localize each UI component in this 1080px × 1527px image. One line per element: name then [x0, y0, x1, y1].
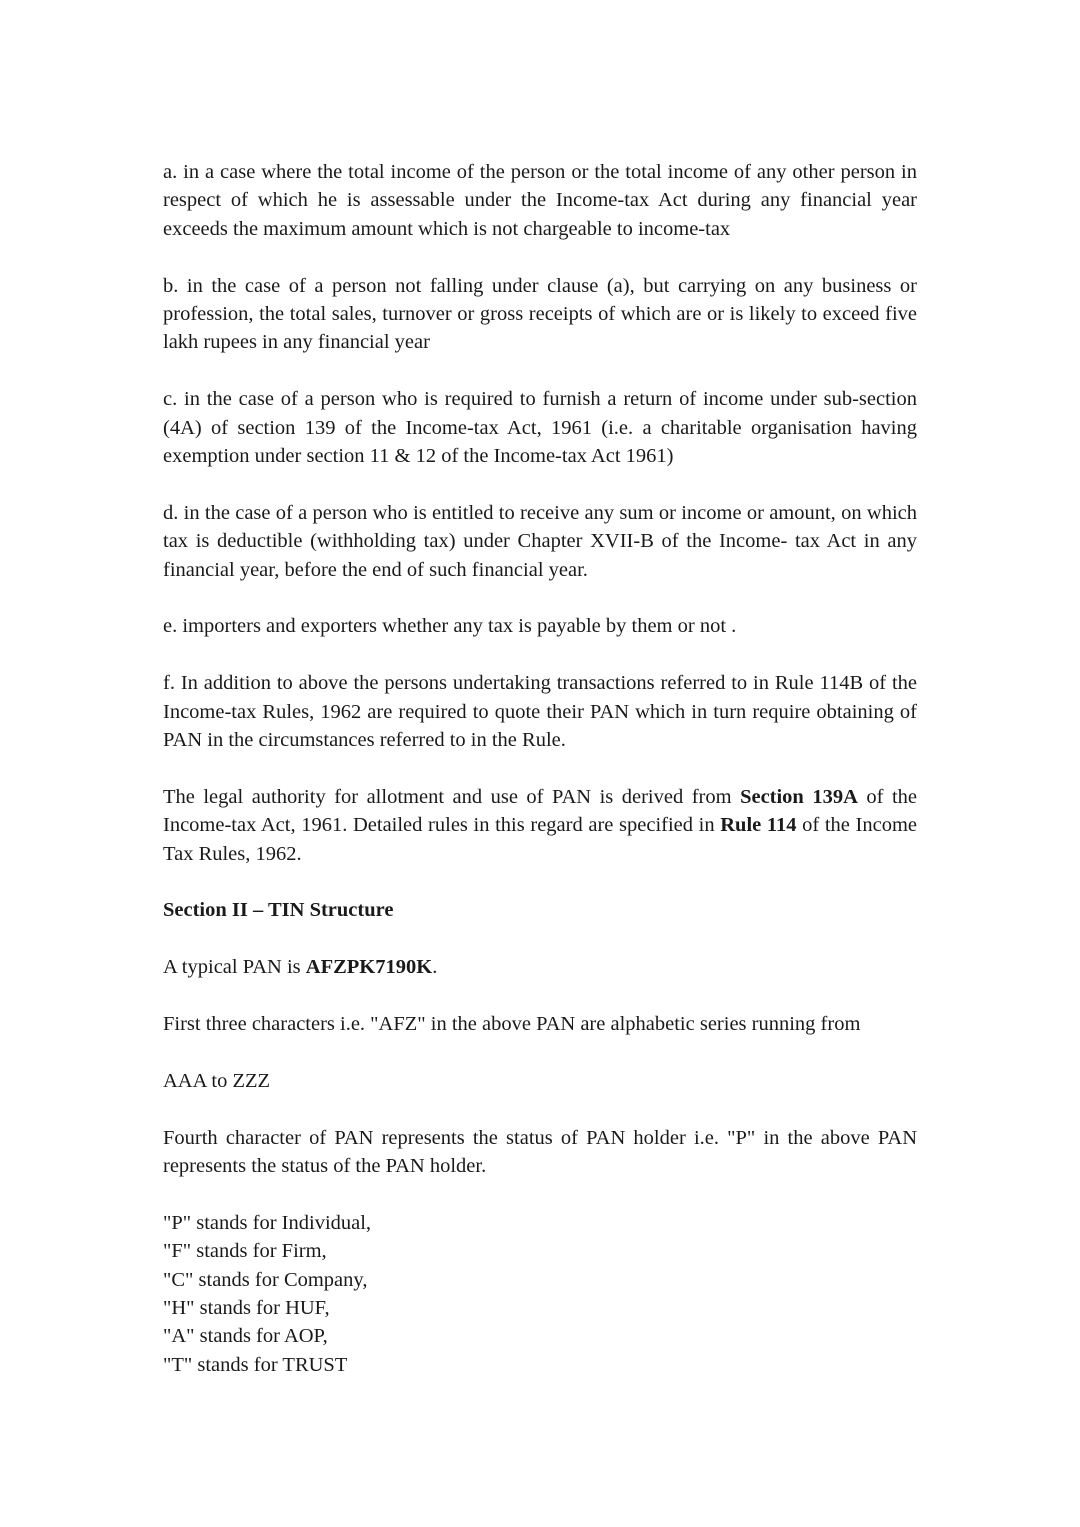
clause-e: e. importers and exporters whether any tax is payable by them or not . — [163, 615, 737, 638]
status-code-item: "C" stands for Company, — [163, 1268, 368, 1291]
fourth-character-paragraph: Fourth character of PAN represents the status of PAN holder i.e. "P" in the above PAN represents the status of the PAN holder. — [163, 1126, 917, 1178]
clause-c: c. in the case of a person who is required to furnish a return of income under sub-section (4A) of section 139 of the Income-tax Act, 1961 (i.e. a charitable organisation having exemption under section 11 & 12 of the Income-tax Act 1961) — [163, 388, 917, 468]
status-code-item: "H" stands for HUF, — [163, 1297, 330, 1320]
typical-pan-paragraph — [163, 953, 917, 981]
alphabet-range: AAA to ZZZ — [163, 1069, 271, 1092]
clause-a: a. in a case where the total income of the person or the total income of any other person in respect of which he is assessable under the Income-tax Act during any financial year exceeds the maximum amount which is not chargeable to income-tax — [163, 161, 917, 240]
authority-text-2: of the Income-tax Act, 1961. Detailed rules in this regard are specified in — [163, 785, 917, 837]
authority-text-1: The legal authority for allotment and use of PAN is derived from — [163, 785, 741, 808]
status-code-list — [163, 1209, 917, 1379]
status-code-item: "A" stands for AOP, — [163, 1325, 328, 1348]
document-page — [163, 158, 917, 1379]
clause-d: d. in the case of a person who is entitled to receive any sum or income or amount, on which tax is deductible (withholding tax) under Chapter XVII-B of the Income- tax Act in any financial year, before the end of such financial year. — [163, 501, 917, 581]
first-three-characters-paragraph: First three characters i.e. "AFZ" in the above PAN are alphabetic series running from — [163, 1013, 861, 1036]
rule-114-bold: Rule 114 — [720, 814, 797, 837]
status-code-item: "F" stands for Firm, — [163, 1240, 327, 1263]
legal-authority-paragraph — [163, 783, 917, 868]
status-code-item: "P" stands for Individual, — [163, 1211, 372, 1234]
typical-pan-suffix: . — [432, 956, 438, 979]
section-heading: Section II – TIN Structure — [163, 899, 394, 922]
authority-text-3: of the Income Tax Rules, 1962. — [163, 814, 918, 865]
clause-b: b. in the case of a person not falling under clause (a), but carrying on any business or profession, the total sales, turnover or gross receipts of which are or is likely to exceed five lakh rupees in any financial year — [163, 274, 917, 354]
typical-pan-prefix: A typical PAN is — [163, 956, 306, 979]
section-139a-bold: Section 139A — [740, 785, 858, 808]
clause-f: f. In addition to above the persons undertaking transactions referred to in Rule 114B of the Income-tax Rules, 1962 are required to quote their PAN which in turn require obtaining of PAN in the circumstances referred to in the Rule. — [163, 672, 917, 752]
typical-pan-value: AFZPK7190K — [305, 956, 433, 979]
status-code-item: "T" stands for TRUST — [163, 1353, 348, 1376]
